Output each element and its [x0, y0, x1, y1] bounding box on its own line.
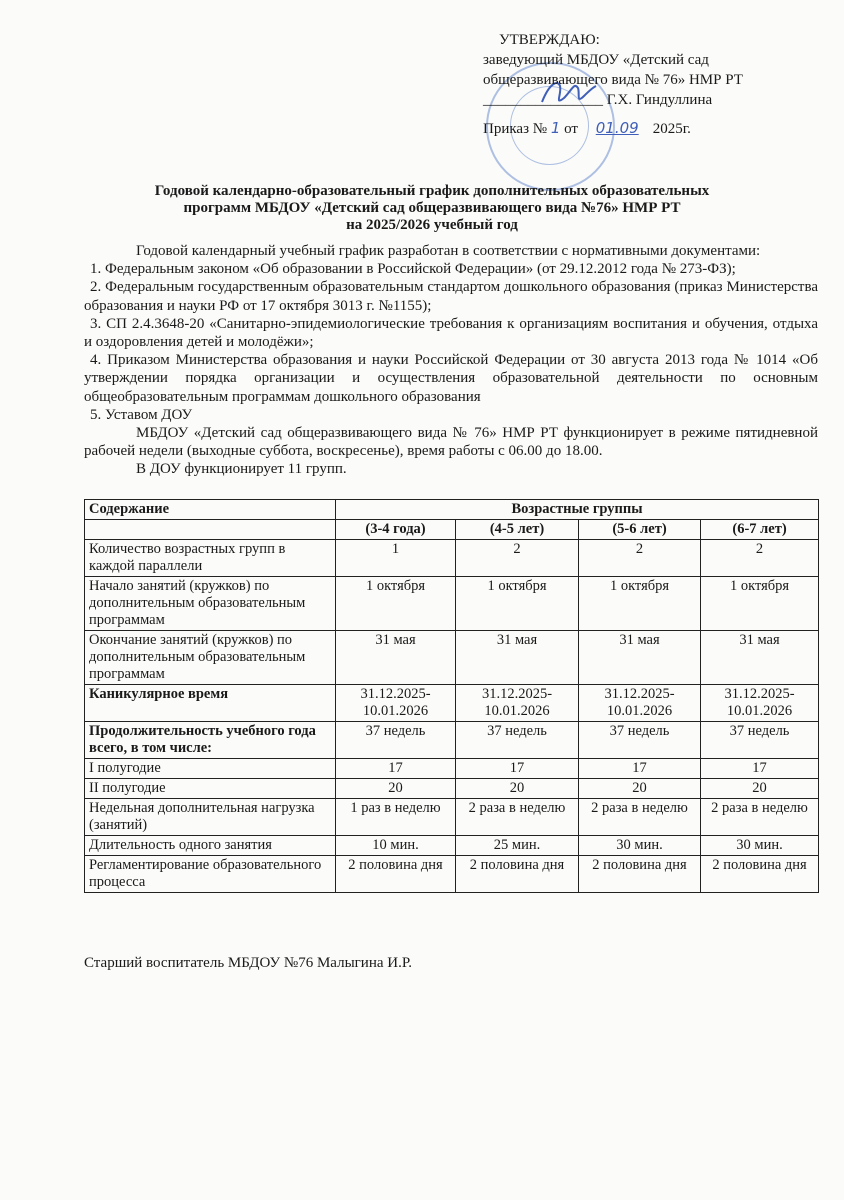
title-line: на 2025/2026 учебный год — [346, 217, 518, 233]
order-from: от — [564, 121, 578, 137]
row-cell: 1 — [336, 539, 456, 576]
row-label: Длительность одного занятия — [85, 835, 336, 855]
row-cell: 2 половина дня — [456, 855, 579, 892]
list-item: 5. Уставом ДОУ — [90, 406, 193, 423]
row-cell: 2 — [701, 539, 819, 576]
list-item: 3. СП 2.4.3648-20 «Санитарно-эпидемиологические требования к организациям воспитания и обучения, отдыха и оздоровления детей и молодёжи»; — [84, 315, 818, 351]
row-cell: 31 мая — [456, 630, 579, 684]
row-cell: 2 — [456, 539, 579, 576]
table-row — [85, 855, 819, 892]
list-item: 2. Федеральным государственным образовательным стандартом дошкольного образования (приказ Министерства образования и науки РФ от 17 октября 3013 г. №1155); — [84, 279, 818, 314]
table-row — [85, 684, 819, 721]
row-cell: 30 мин. — [579, 835, 701, 855]
age-header: (3-4 года) — [336, 519, 456, 539]
row-label: Недельная дополнительная нагрузка (занятий) — [85, 798, 336, 835]
row-label: II полугодие — [85, 778, 336, 798]
header-groups: Возрастные группы — [336, 499, 819, 519]
row-cell: 30 мин. — [701, 835, 819, 855]
approval-signer: ________________ Г.Х. Гиндуллина — [483, 92, 713, 108]
paragraph: В ДОУ функционирует 11 групп. — [136, 461, 347, 478]
age-header: (6-7 лет) — [701, 519, 819, 539]
row-cell: 31.12.2025-10.01.2026 — [456, 684, 579, 721]
signer-name: Г.Х. Гиндуллина — [606, 92, 713, 108]
row-cell: 17 — [456, 758, 579, 778]
order-prefix: Приказ № — [483, 121, 548, 137]
row-cell: 31.12.2025-10.01.2026 — [336, 684, 456, 721]
row-cell: 37 недель — [336, 721, 456, 758]
row-cell: 20 — [456, 778, 579, 798]
age-header: (4-5 лет) — [456, 519, 579, 539]
list-item: 1. Федеральным законом «Об образовании в Российской Федерации» (от 29.12.2012 года № 273-ФЗ); — [90, 261, 736, 278]
table-row — [85, 721, 819, 758]
row-cell: 2 половина дня — [579, 855, 701, 892]
row-cell: 2 половина дня — [701, 855, 819, 892]
table-row — [85, 758, 819, 778]
row-cell: 17 — [701, 758, 819, 778]
row-cell: 1 октября — [579, 576, 701, 630]
list-item: 4. Приказом Министерства образования и науки Российской Федерации от 30 августа 2013 года № 1014 «Об утверждении порядка организации и осуществления образовательной деятельности по основным общеобразовательным программам дошкольного образования — [84, 352, 818, 405]
row-cell: 1 октября — [701, 576, 819, 630]
row-cell: 2 раза в неделю — [456, 798, 579, 835]
row-label: Окончание занятий (кружков) по дополнительным образовательным программам — [85, 630, 336, 684]
table-header-row — [85, 499, 819, 519]
row-cell: 17 — [336, 758, 456, 778]
table-row — [85, 778, 819, 798]
row-cell: 37 недель — [579, 721, 701, 758]
row-label: I полугодие — [85, 758, 336, 778]
table-row — [85, 798, 819, 835]
row-cell: 37 недель — [456, 721, 579, 758]
header-content: Содержание — [85, 499, 336, 519]
row-cell: 37 недель — [701, 721, 819, 758]
row-cell: 20 — [701, 778, 819, 798]
row-cell: 31.12.2025-10.01.2026 — [701, 684, 819, 721]
row-label: Количество возрастных групп в каждой параллели — [85, 539, 336, 576]
row-cell: 31 мая — [579, 630, 701, 684]
row-cell: 1 раз в неделю — [336, 798, 456, 835]
row-cell: 17 — [579, 758, 701, 778]
row-cell: 2 раза в неделю — [701, 798, 819, 835]
row-label: Регламентирование образовательного процесса — [85, 855, 336, 892]
row-label: Продолжительность учебного года всего, в том числе: — [85, 721, 336, 758]
row-cell: 2 — [579, 539, 701, 576]
title-line: программ МБДОУ «Детский сад общеразвивающего вида №76» НМР РТ — [183, 200, 681, 216]
table-row — [85, 835, 819, 855]
schedule-table — [84, 499, 819, 893]
row-label: Начало занятий (кружков) по дополнительным образовательным программам — [85, 576, 336, 630]
row-cell: 31 мая — [701, 630, 819, 684]
intro-paragraph: Годовой календарный учебный график разработан в соответствии с нормативными документами: — [136, 243, 761, 259]
row-label: Каникулярное время — [85, 684, 336, 721]
order-number: 1 — [550, 119, 561, 137]
order-date: 01.09 — [595, 119, 639, 137]
row-cell: 25 мин. — [456, 835, 579, 855]
table-row — [85, 539, 819, 576]
row-cell: 20 — [336, 778, 456, 798]
table-row — [85, 630, 819, 684]
approval-block — [483, 30, 743, 139]
approval-heading: УТВЕРЖДАЮ: — [499, 32, 600, 48]
document-body — [84, 242, 818, 479]
row-cell: 10 мин. — [336, 835, 456, 855]
row-cell: 2 половина дня — [336, 855, 456, 892]
row-cell: 1 октября — [456, 576, 579, 630]
approval-line: заведующий МБДОУ «Детский сад — [483, 52, 709, 68]
footer-signature: Старший воспитатель МБДОУ №76 Малыгина И.Р. — [84, 954, 413, 971]
table-row — [85, 576, 819, 630]
row-cell: 31.12.2025-10.01.2026 — [579, 684, 701, 721]
document-content — [84, 242, 818, 972]
row-cell: 1 октября — [336, 576, 456, 630]
order-year: 2025г. — [652, 121, 691, 137]
document-title — [60, 183, 804, 234]
table-age-row — [85, 519, 819, 539]
title-line: Годовой календарно-образовательный график дополнительных образовательных — [154, 183, 710, 199]
empty-cell — [85, 519, 336, 539]
paragraph: МБДОУ «Детский сад общеразвивающего вида № 76» НМР РТ функционирует в режиме пятидневной рабочей недели (выходные суббота, воскресенье), время работы с 06.00 до 18.00. — [84, 425, 818, 460]
age-header: (5-6 лет) — [579, 519, 701, 539]
row-cell: 31 мая — [336, 630, 456, 684]
row-cell: 2 раза в неделю — [579, 798, 701, 835]
approval-line: общеразвивающего вида № 76» НМР РТ — [483, 72, 743, 88]
row-cell: 20 — [579, 778, 701, 798]
order-line — [483, 118, 743, 139]
